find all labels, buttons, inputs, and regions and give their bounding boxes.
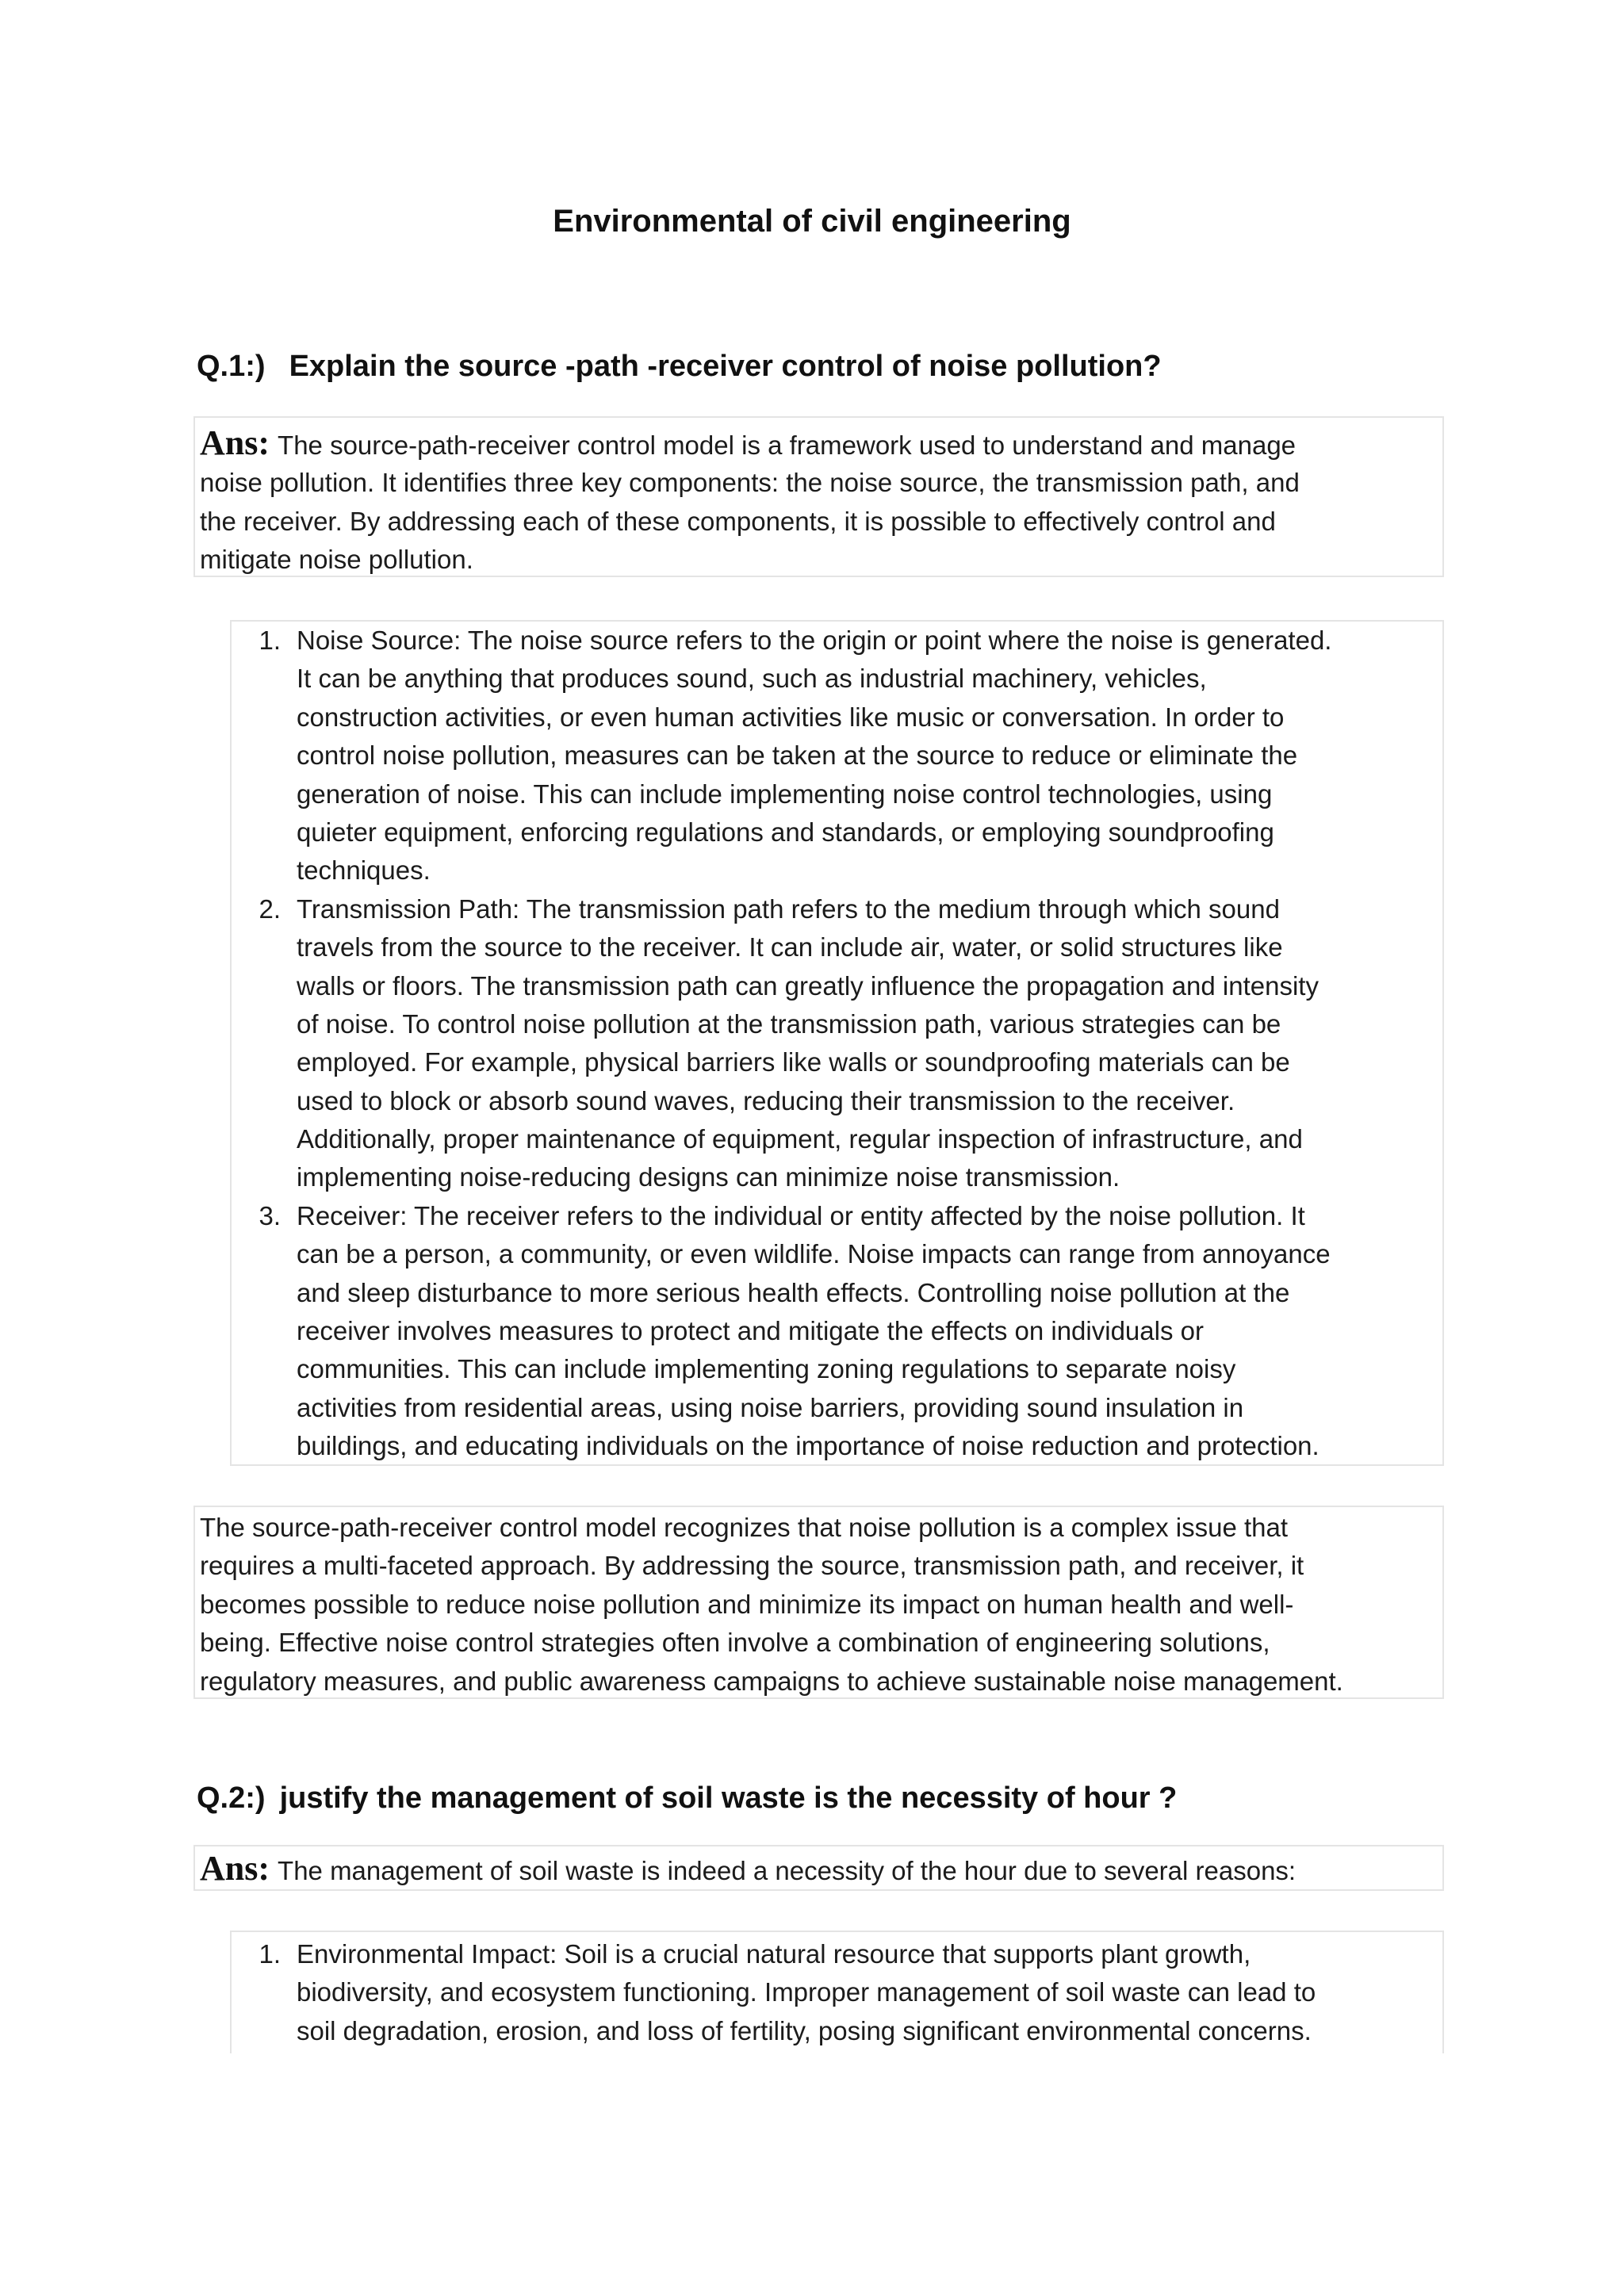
list-item-line: construction activities, or even human activities like music or conversation. In order to	[297, 702, 1285, 732]
list-item-line: activities from residential areas, using noise barriers, providing sound insulation in	[297, 1392, 1244, 1422]
question-text: justify the management of soil waste is the necessity of hour ?	[279, 1781, 1178, 1815]
answer-1-numbered-list	[230, 620, 1444, 1466]
list-item	[232, 622, 1442, 890]
conclusion-line: regulatory measures, and public awareness campaigns to achieve sustainable noise management.	[200, 1666, 1343, 1696]
list-item-line: Noise Source: The noise source refers to the origin or point where the noise is generated.	[297, 626, 1332, 655]
answer-text-line: mitigate noise pollution.	[200, 545, 473, 575]
list-item-line: buildings, and educating individuals on the importance of noise reduction and protection.	[297, 1431, 1320, 1461]
list-item-line: generation of noise. This can include implementing noise control technologies, using	[297, 779, 1273, 809]
answer-2-numbered-list	[230, 1931, 1444, 2053]
list-item	[232, 1935, 1442, 2050]
answer-text: The source-path-receiver control model is a framework used to understand and manage	[278, 430, 1297, 460]
conclusion-line: requires a multi-faceted approach. By addressing the source, transmission path, and receiver, it	[200, 1551, 1304, 1581]
list-number: 1.	[259, 1939, 281, 1969]
list-item-line: biodiversity, and ecosystem functioning. Improper management of soil waste can lead to	[297, 1977, 1316, 2007]
answer-1-conclusion	[193, 1506, 1444, 1699]
list-item-line: used to block or absorb sound waves, reducing their transmission to the receiver.	[297, 1085, 1235, 1115]
list-item-line: Transmission Path: The transmission path refers to the medium through which sound	[297, 894, 1280, 924]
conclusion-line: The source-path-receiver control model recognizes that noise pollution is a complex issue that	[200, 1513, 1289, 1542]
list-item-line: Additionally, proper maintenance of equipment, regular inspection of infrastructure, and	[297, 1124, 1303, 1154]
answer-1-intro	[193, 416, 1444, 577]
list-item-line: Receiver: The receiver refers to the individual or entity affected by the noise pollution. It	[297, 1200, 1305, 1230]
answer-text-line: noise pollution. It identifies three key components: the noise source, the transmission path, and	[200, 468, 1300, 498]
question-1-heading	[197, 346, 1162, 386]
list-item-line: techniques.	[297, 855, 431, 886]
answer-2-intro	[193, 1845, 1444, 1891]
conclusion-line: being. Effective noise control strategies often involve a combination of engineering solutions,	[200, 1628, 1270, 1658]
list-item	[232, 890, 1442, 1197]
list-item-line: travels from the source to the receiver. It can include air, water, or solid structures like	[297, 932, 1283, 962]
answer-text-line: the receiver. By addressing each of these components, it is possible to effectively control and	[200, 506, 1276, 536]
answer-text-line	[200, 1851, 1442, 1889]
list-item-line: and sleep disturbance to more serious health effects. Controlling noise pollution at the	[297, 1277, 1290, 1307]
list-item	[232, 1197, 1442, 1466]
question-number: Q.2:)	[197, 1781, 266, 1815]
question-2-heading	[197, 1778, 1177, 1818]
list-item-line: receiver involves measures to protect and mitigate the effects on individuals or	[297, 1316, 1204, 1346]
conclusion-line: becomes possible to reduce noise pollution and minimize its impact on human health and well-	[200, 1589, 1294, 1619]
list-number: 2.	[259, 894, 281, 924]
list-item-line: employed. For example, physical barriers like walls or soundproofing materials can be	[297, 1047, 1290, 1077]
list-item-line: can be a person, a community, or even wildlife. Noise impacts can range from annoyance	[297, 1239, 1331, 1269]
answer-label: Ans:	[200, 1849, 270, 1888]
list-number: 3.	[259, 1200, 281, 1230]
list-item-line: communities. This can include implementing zoning regulations to separate noisy	[297, 1354, 1236, 1384]
question-number: Q.1:)	[197, 350, 266, 383]
list-item-line: control noise pollution, measures can be taken at the source to reduce or eliminate the	[297, 740, 1298, 771]
list-item-line: walls or floors. The transmission path can greatly influence the propagation and intensity	[297, 970, 1319, 1001]
answer-label: Ans:	[200, 423, 270, 462]
list-item-line: It can be anything that produces sound, such as industrial machinery, vehicles,	[297, 664, 1207, 694]
answer-text: The management of soil waste is indeed a necessity of the hour due to several reasons:	[278, 1856, 1297, 1885]
list-item-line: of noise. To control noise pollution at the transmission path, various strategies can be	[297, 1008, 1281, 1039]
list-item-line: Environmental Impact: Soil is a crucial natural resource that supports plant growth,	[297, 1939, 1251, 1969]
document-title: Environmental of civil engineering	[553, 204, 1071, 239]
list-item-line: quieter equipment, enforcing regulations and standards, or employing soundproofing	[297, 817, 1274, 847]
list-item-line: soil degradation, erosion, and loss of fertility, posing significant environmental concerns.	[297, 2015, 1312, 2045]
list-number: 1.	[259, 626, 281, 655]
list-item-line: implementing noise-reducing designs can minimize noise transmission.	[297, 1162, 1120, 1192]
question-text: Explain the source -path -receiver control of noise pollution?	[289, 350, 1162, 383]
answer-text-line	[200, 423, 1442, 464]
